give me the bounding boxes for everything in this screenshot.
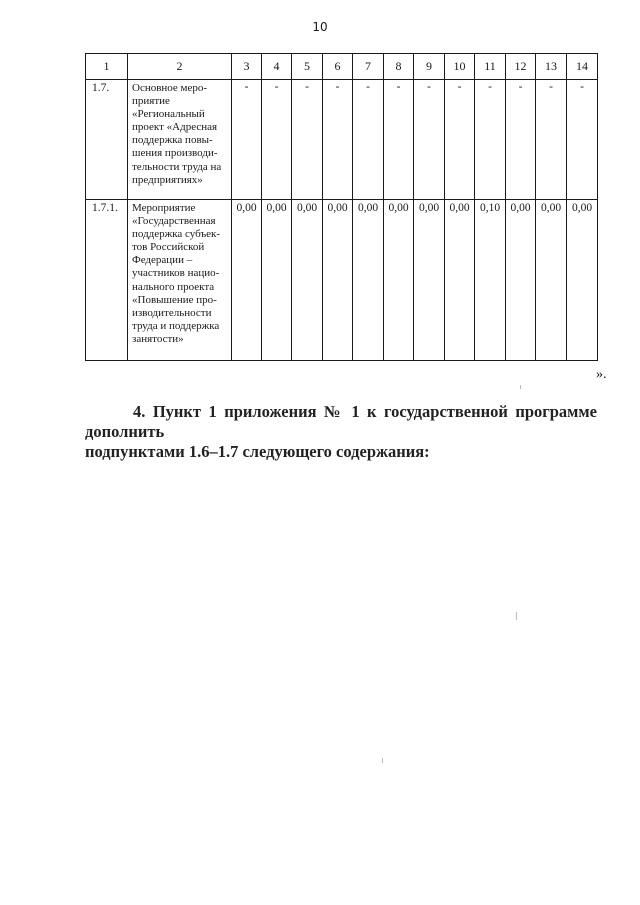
row-name-line: поддержка субъек- xyxy=(132,228,221,241)
value-cell: - xyxy=(506,80,536,200)
header-cell: 11 xyxy=(475,54,506,80)
closing-quote-mark: ». xyxy=(596,367,607,382)
header-cell: 1 xyxy=(86,54,128,80)
value-cell: - xyxy=(414,80,445,200)
value-cell: 0,00 xyxy=(384,200,414,361)
row-name-line: Федерации – xyxy=(132,254,193,267)
body-paragraph xyxy=(85,402,597,462)
row-name-line: тельности труда на xyxy=(132,160,222,173)
data-table xyxy=(85,53,598,361)
header-cell: 10 xyxy=(445,54,475,80)
row-name xyxy=(128,200,232,361)
value-cell: 0,00 xyxy=(262,200,292,361)
header-cell: 4 xyxy=(262,54,292,80)
value-cell: - xyxy=(232,80,262,200)
value-cell: 0,00 xyxy=(536,200,567,361)
row-name-line: занятости» xyxy=(132,332,184,345)
header-cell: 5 xyxy=(292,54,323,80)
header-cell: 8 xyxy=(384,54,414,80)
row-name-line: шения производи- xyxy=(132,147,218,160)
row-number: 1.7. xyxy=(86,80,128,200)
value-cell: - xyxy=(567,80,598,200)
header-cell: 13 xyxy=(536,54,567,80)
value-cell: 0,00 xyxy=(414,200,445,361)
value-cell: 0,00 xyxy=(445,200,475,361)
value-cell: - xyxy=(353,80,384,200)
value-cell: - xyxy=(475,80,506,200)
value-cell: - xyxy=(323,80,353,200)
table-row xyxy=(86,80,598,200)
row-name-line: поддержка повы- xyxy=(132,134,213,147)
paragraph-line: 4. Пункт 1 приложения № 1 к государственной программе дополнить xyxy=(85,402,597,441)
row-name-line: приятие xyxy=(132,95,170,108)
value-cell: 0,00 xyxy=(353,200,384,361)
row-name-line: Основное меро- xyxy=(132,82,208,94)
row-name-line: Мероприятие xyxy=(132,202,196,214)
value-cell: 0,10 xyxy=(475,200,506,361)
value-cell: - xyxy=(536,80,567,200)
value-cell: - xyxy=(384,80,414,200)
header-cell: 12 xyxy=(506,54,536,80)
paragraph-line: подпунктами 1.6–1.7 следующего содержания: xyxy=(85,442,430,461)
row-name-line: «Государственная xyxy=(132,215,216,228)
row-name-line: нального проекта xyxy=(132,280,215,293)
header-cell: 2 xyxy=(128,54,232,80)
header-cell: 6 xyxy=(323,54,353,80)
header-cell: 9 xyxy=(414,54,445,80)
scan-speck xyxy=(382,758,383,763)
row-name-line: «Региональный xyxy=(132,108,205,121)
row-name-line: тов Российской xyxy=(132,241,205,254)
row-name xyxy=(128,80,232,200)
row-name-line: «Повышение про- xyxy=(132,293,217,306)
value-cell: 0,00 xyxy=(232,200,262,361)
row-name-line: предприятиях» xyxy=(132,173,203,186)
value-cell: 0,00 xyxy=(323,200,353,361)
header-cell: 14 xyxy=(567,54,598,80)
row-name-line: изводительности xyxy=(132,306,212,319)
row-name-line: труда и поддержка xyxy=(132,319,220,332)
value-cell: 0,00 xyxy=(567,200,598,361)
value-cell: - xyxy=(445,80,475,200)
header-cell: 7 xyxy=(353,54,384,80)
value-cell: - xyxy=(292,80,323,200)
table-header-row xyxy=(86,54,598,80)
value-cell: 0,00 xyxy=(506,200,536,361)
table-row xyxy=(86,200,598,361)
row-name-line: проект «Адресная xyxy=(132,121,218,134)
row-name-line: участников нацио- xyxy=(132,267,220,280)
row-number: 1.7.1. xyxy=(86,200,128,361)
value-cell: - xyxy=(262,80,292,200)
page-number: 10 xyxy=(312,20,328,34)
value-cell: 0,00 xyxy=(292,200,323,361)
scan-speck xyxy=(520,385,521,389)
header-cell: 3 xyxy=(232,54,262,80)
scan-speck xyxy=(516,612,517,620)
